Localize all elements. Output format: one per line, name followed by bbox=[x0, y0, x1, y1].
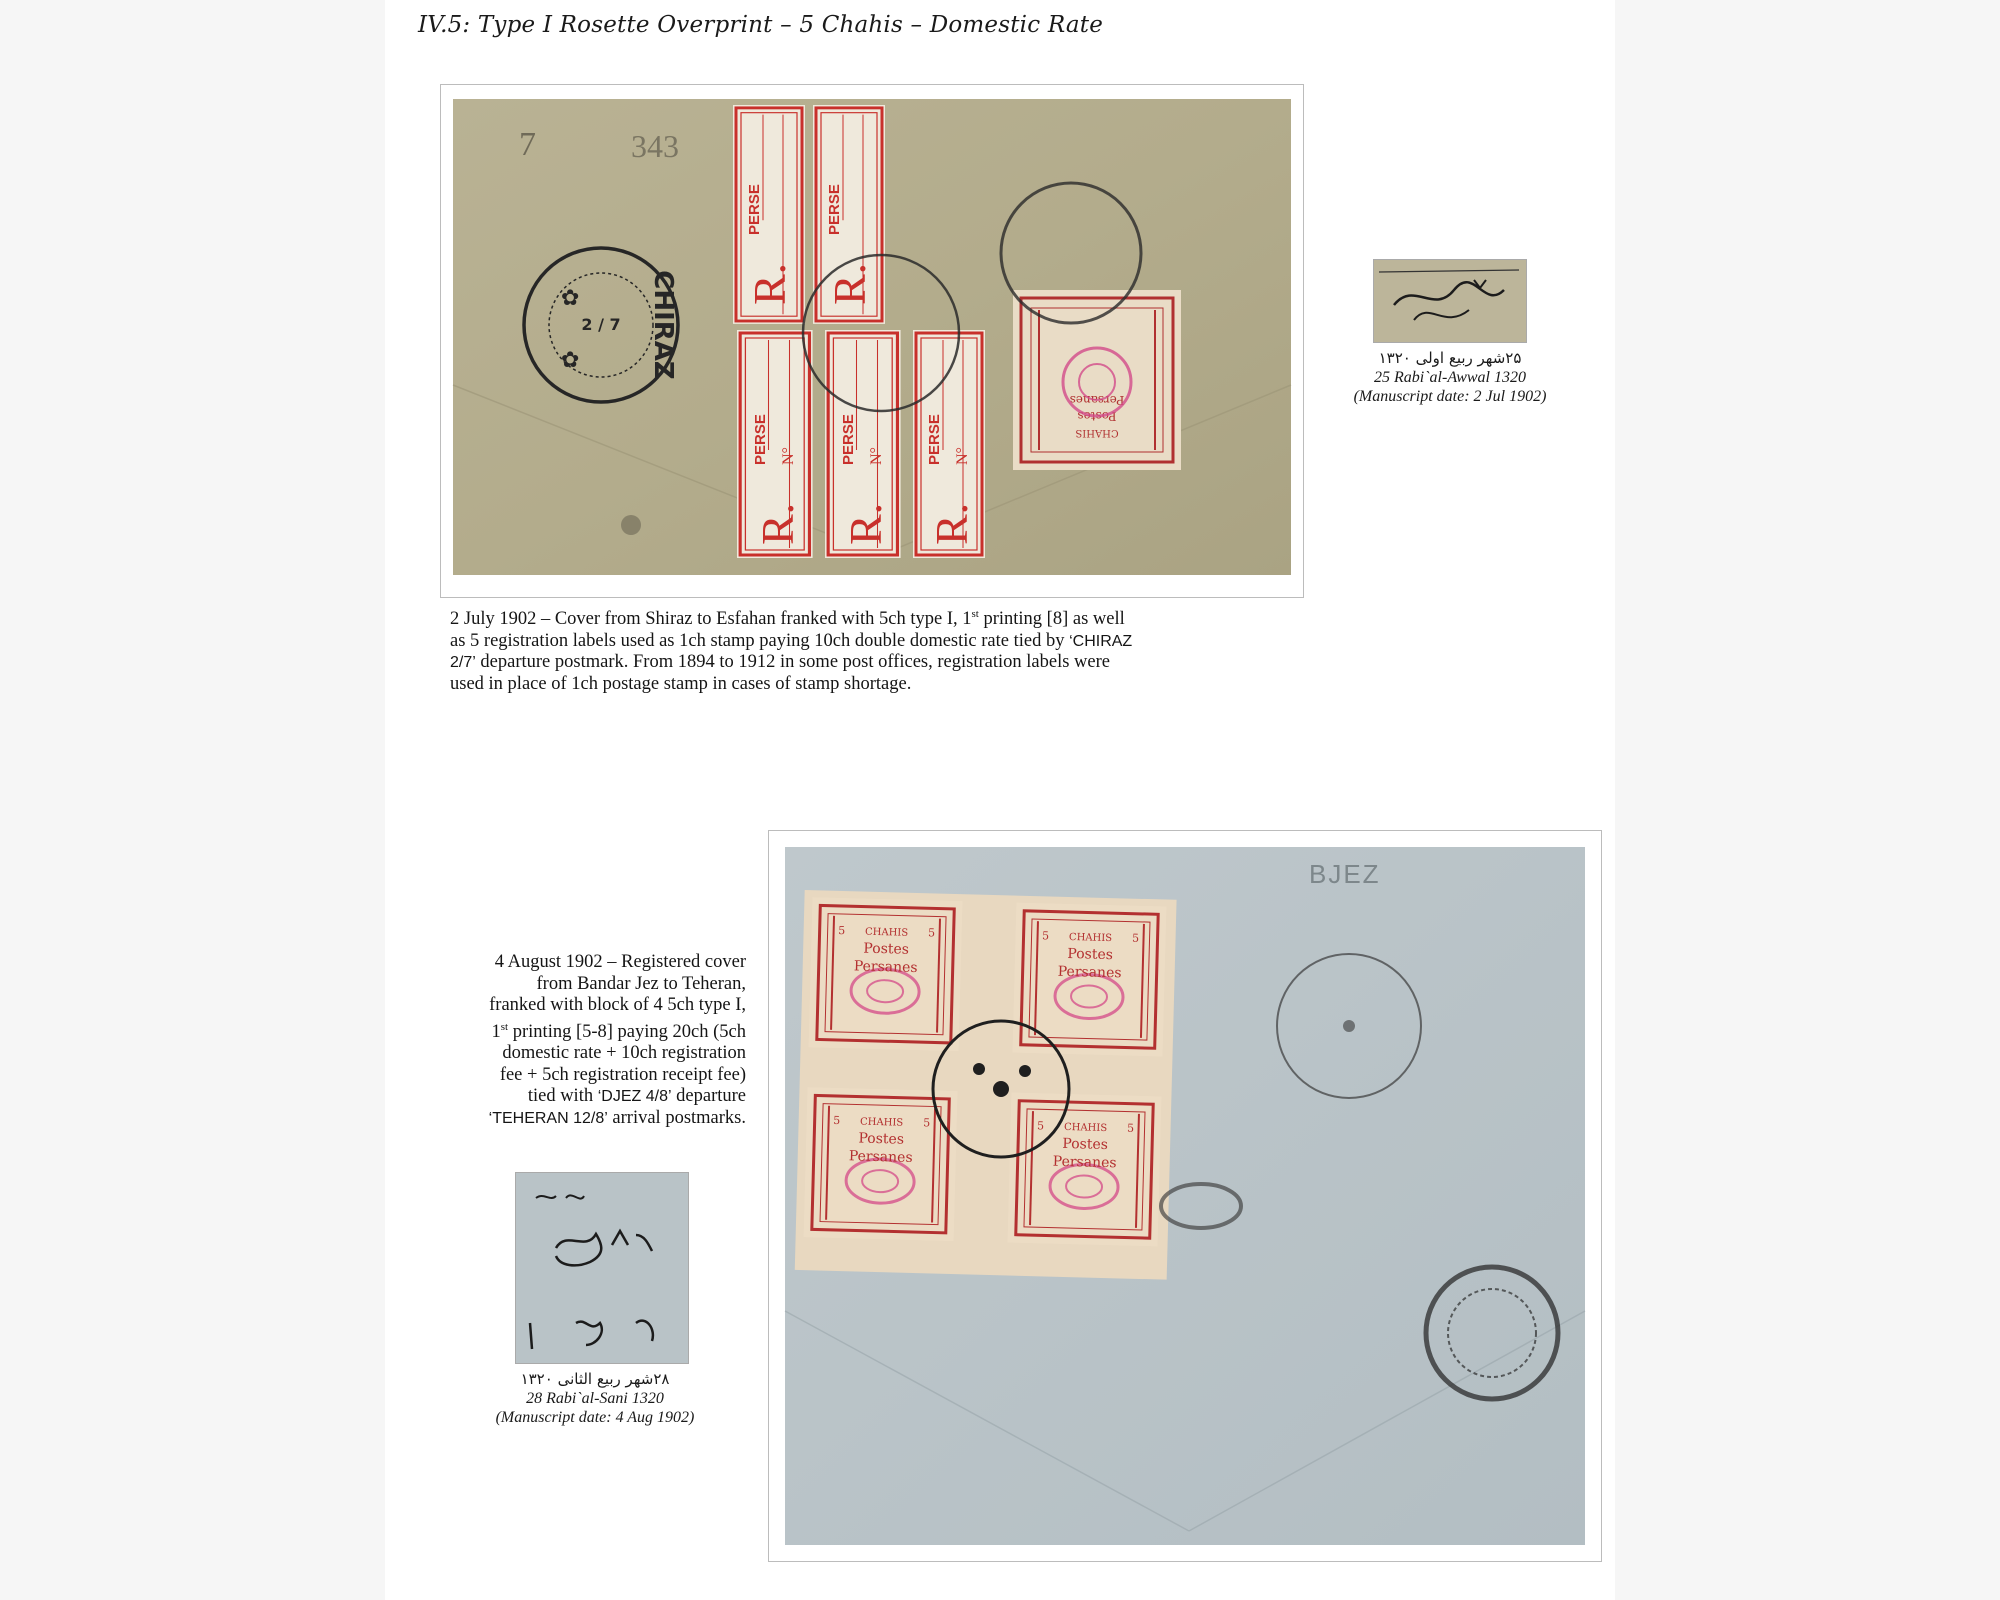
svg-text:CHAHIS: CHAHIS bbox=[859, 1116, 904, 1129]
svg-text:Postes: Postes bbox=[1062, 1135, 1109, 1154]
pencil-mark-7: 7 bbox=[519, 126, 536, 163]
svg-text:R.: R. bbox=[744, 262, 795, 305]
stamp-5ch bbox=[1008, 1093, 1162, 1247]
svg-text:5: 5 bbox=[922, 1116, 931, 1130]
svg-text:PERSE: PERSE bbox=[926, 414, 943, 465]
svg-text:R.: R. bbox=[926, 502, 977, 545]
svg-text:N°: N° bbox=[780, 447, 797, 465]
manuscript-date-note-2: ۲۸شهر ربیع الثانی ۱۳۲۰ 28 Rabi`al-Sani 1320 (Manuscript date: 4 Aug 1902) bbox=[495, 1370, 695, 1426]
svg-text:N°: N° bbox=[868, 447, 885, 465]
svg-text:5: 5 bbox=[837, 923, 846, 938]
pencil-mark-bjez: BJEZ bbox=[1309, 859, 1381, 889]
svg-text:5: 5 bbox=[927, 926, 936, 940]
svg-text:N°: N° bbox=[954, 447, 971, 465]
svg-text:R.: R. bbox=[840, 502, 891, 545]
svg-text:5: 5 bbox=[1041, 929, 1050, 943]
manuscript-date-note-1: ۲۵شهر ربیع اولی ۱۳۲۰ 25 Rabi`al-Awwal 1320 (Manuscript date: 2 Jul 1902) bbox=[1353, 349, 1547, 405]
cover-2-frame bbox=[768, 830, 1602, 1562]
svg-text:CHIRAZ: CHIRAZ bbox=[648, 270, 678, 380]
svg-text:R.: R. bbox=[752, 502, 803, 545]
svg-text:2 / 7: 2 / 7 bbox=[581, 315, 621, 334]
svg-text:PERSE: PERSE bbox=[746, 184, 763, 235]
svg-text:5: 5 bbox=[1036, 1119, 1045, 1133]
svg-text:✿: ✿ bbox=[561, 348, 580, 373]
svg-text:Persanes: Persanes bbox=[1069, 393, 1125, 407]
svg-text:Postes: Postes bbox=[863, 940, 910, 958]
svg-text:Persanes: Persanes bbox=[1052, 1153, 1117, 1172]
stamp-block-of-4 bbox=[795, 890, 1177, 1280]
svg-text:CHAHIS: CHAHIS bbox=[1075, 427, 1119, 438]
manuscript-date-detail-2 bbox=[515, 1172, 689, 1364]
cover-2-caption: 4 August 1902 – Registered cover from Bandar Jez to Teheran, franked with block of 4 5ch type I, 1st printing [5-8] paying 20ch (5ch domestic rate + 10ch registration fee + 5ch registration receipt fee) tied with ‘DJEZ 4/8’ departure ‘TEHERAN 12/8’ arrival postmarks. bbox=[488, 952, 746, 1128]
svg-text:Persanes: Persanes bbox=[848, 1148, 913, 1166]
stamp-5ch bbox=[1013, 903, 1167, 1057]
svg-text:Postes: Postes bbox=[858, 1130, 905, 1148]
manuscript-date-detail-1 bbox=[1373, 259, 1527, 343]
svg-text:Persanes: Persanes bbox=[1057, 963, 1122, 982]
svg-text:Postes: Postes bbox=[1067, 945, 1114, 964]
stamp-5ch bbox=[804, 1087, 958, 1241]
svg-text:CHAHIS: CHAHIS bbox=[1068, 931, 1113, 945]
cover-2-image bbox=[769, 831, 1601, 1561]
ink-spot bbox=[621, 515, 641, 535]
svg-text:CHAHIS: CHAHIS bbox=[1063, 1121, 1108, 1135]
cover-1-frame bbox=[440, 84, 1304, 598]
svg-text:Postes: Postes bbox=[1077, 409, 1117, 423]
svg-text:5: 5 bbox=[1131, 931, 1140, 945]
svg-text:PERSE: PERSE bbox=[840, 414, 857, 465]
svg-text:R.: R. bbox=[824, 262, 875, 305]
cover-1-image bbox=[441, 85, 1303, 597]
pencil-mark-343: 343 bbox=[631, 128, 679, 164]
stamp-5ch bbox=[809, 897, 963, 1051]
page-title: IV.5: Type I Rosette Overprint – 5 Chahis – Domestic Rate bbox=[418, 12, 1104, 38]
cover-1-caption: 2 July 1902 – Cover from Shiraz to Esfahan franked with 5ch type I, 1st printing [8] as well as 5 registration labels used as 1ch stamp paying 10ch double domestic rate tied by ‘CHIRAZ 2/7’ departure postmark. From 1894 to 1912 in some post offices, registration labels were used in place of 1ch postage stamp in cases of stamp shortage. bbox=[450, 608, 1133, 694]
svg-text:CHAHIS: CHAHIS bbox=[864, 926, 909, 939]
svg-text:5: 5 bbox=[1126, 1121, 1135, 1135]
svg-text:PERSE: PERSE bbox=[826, 184, 843, 235]
svg-text:5: 5 bbox=[833, 1113, 841, 1128]
svg-text:✿: ✿ bbox=[561, 286, 580, 311]
svg-text:PERSE: PERSE bbox=[752, 414, 769, 465]
svg-text:Persanes: Persanes bbox=[853, 958, 918, 977]
